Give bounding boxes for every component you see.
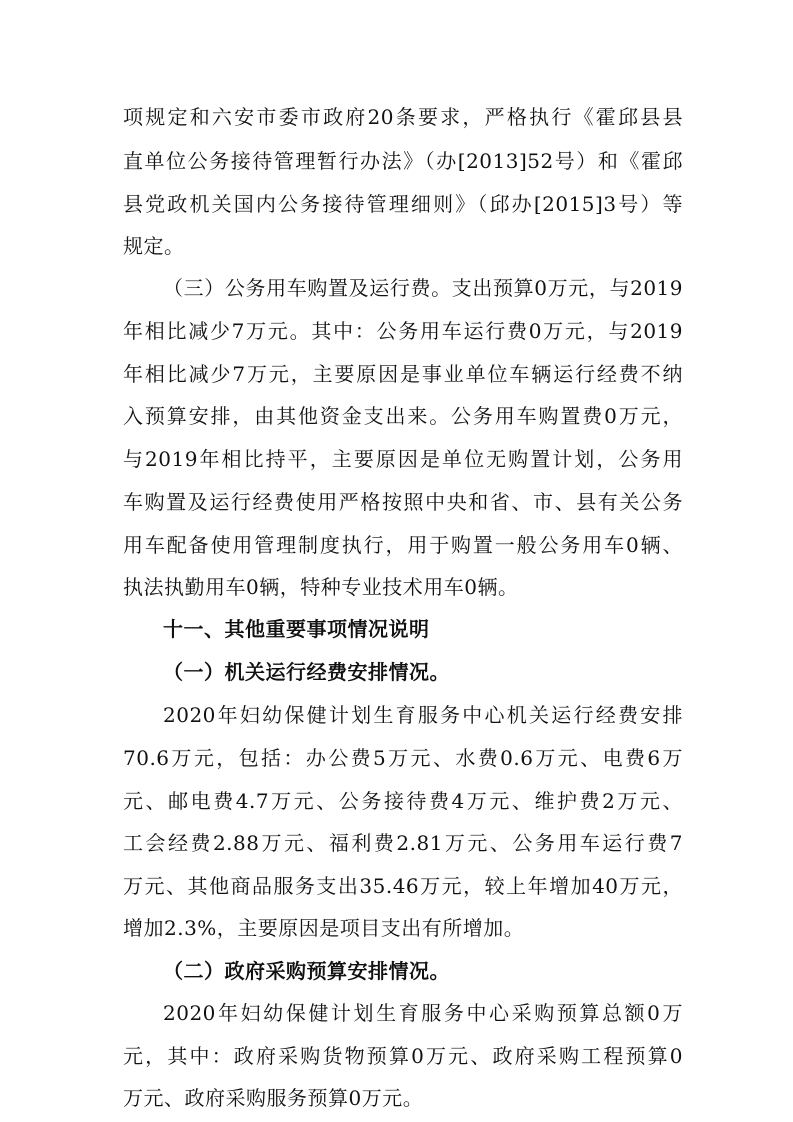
paragraph-line: 直单位公务接待管理暂行办法》（办[2013]52号）和《霍邱 [123, 149, 683, 173]
subsection-heading: （一）机关运行经费安排情况。 [163, 660, 450, 684]
section-heading: 十一、其他重要事项情况说明 [163, 617, 430, 641]
paragraph-line: 县党政机关国内公务接待管理细则》（邱办[2015]3号）等 [123, 192, 683, 216]
paragraph-line: 入预算安排，由其他资金支出来。公务用车购置费0万元， [123, 404, 683, 428]
paragraph-line: 与2019年相比持平，主要原因是单位无购置计划，公务用 [123, 447, 683, 471]
paragraph-line: 年相比减少7万元，主要原因是事业单位车辆运行经费不纳 [123, 362, 683, 386]
subsection-heading: （二）政府采购预算安排情况。 [163, 959, 450, 983]
paragraph-line: 工会经费2.88万元、福利费2.81万元、公务用车运行费7 [123, 831, 683, 855]
paragraph-line: 规定。 [123, 234, 185, 258]
paragraph-line: 用车配备使用管理制度执行，用于购置一般公务用车0辆、 [123, 533, 683, 557]
paragraph-line: 元，其中：政府采购货物预算0万元、政府采购工程预算0 [123, 1044, 683, 1068]
paragraph-line: 70.6万元，包括：办公费5万元、水费0.6万元、电费6万 [123, 746, 683, 770]
paragraph-line: 万元、其他商品服务支出35.46万元，较上年增加40万元， [123, 874, 683, 898]
paragraph-line: 2020年妇幼保健计划生育服务中心机关运行经费安排 [163, 703, 683, 727]
paragraph-line: 元、邮电费4.7万元、公务接待费4万元、维护费2万元、 [123, 789, 683, 813]
paragraph-line: （三）公务用车购置及运行费。支出预算0万元，与2019 [163, 276, 683, 300]
paragraph-line: 万元、政府采购服务预算0万元。 [123, 1086, 424, 1110]
paragraph-line: 车购置及运行经费使用严格按照中央和省、市、县有关公务 [123, 490, 683, 514]
paragraph-line: 项规定和六安市委市政府20条要求，严格执行《霍邱县县 [123, 105, 683, 129]
paragraph-line: 2020年妇幼保健计划生育服务中心采购预算总额0万 [163, 1001, 683, 1025]
paragraph-line: 执法执勤用车0辆，特种专业技术用车0辆。 [123, 575, 519, 599]
paragraph-line: 增加2.3%，主要原因是项目支出有所增加。 [123, 916, 525, 940]
paragraph-line: 年相比减少7万元。其中：公务用车运行费0万元，与2019 [123, 319, 683, 343]
